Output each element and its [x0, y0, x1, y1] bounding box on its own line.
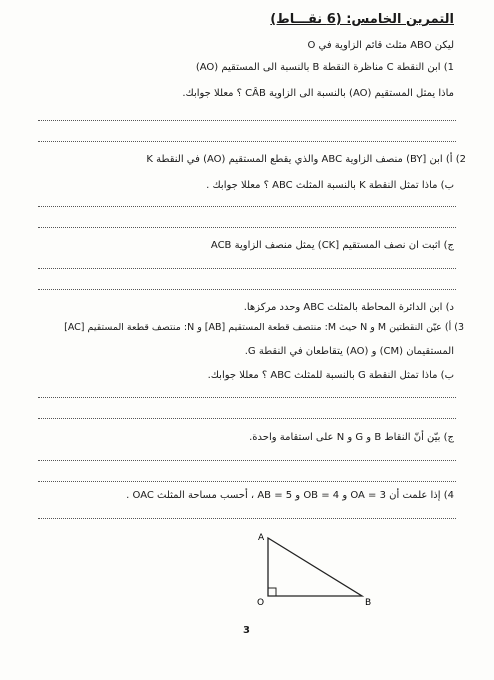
exercise-intro: ليكن ABO مثلث قائم الزاوية في O [307, 40, 454, 51]
question-2d: د) ابن الدائرة المحاطة بالمثلث ABC وحدد مركزها. [243, 302, 454, 313]
answer-line [38, 418, 456, 419]
answer-line [38, 120, 456, 121]
triangle-shape [268, 538, 362, 596]
exercise-title: التمرين الخامس: (6 نقـــاط) [270, 12, 454, 27]
question-3c: ج) بيّن أنّ النقاط B و G و N على استقامة واحدة. [249, 432, 454, 443]
answer-line [38, 227, 456, 228]
question-1: 1) ابن النقطة C مناظرة النقطة B بالنسبة الى المستقيم (AO) [195, 62, 454, 73]
vertex-label-b: B [365, 598, 372, 608]
question-1-sub: ماذا يمثل المستقيم (AO) بالنسبة الى الزاوية CÂB ؟ معللا جوابك. [182, 88, 454, 99]
page-number: 3 [243, 625, 250, 636]
vertex-label-a: A [258, 533, 265, 543]
question-3a: 3) أ) عيّن النقطتين M و N حيث M: منتصف قطعة المستقيم [AB] و N: منتصف قطعة المستقيم [AC] [64, 322, 464, 333]
question-2a: 2) أ) ابن [BY) منصف الزاوية ABC والذي يقطع المستقيم (AO) في النقطة K [146, 154, 466, 165]
question-3a-cont: المستقيمان (CM) و (AO) يتقاطعان في النقطة G. [244, 346, 454, 357]
answer-line [38, 289, 456, 290]
answer-line [38, 141, 456, 142]
answer-line [38, 397, 456, 398]
answer-line [38, 268, 456, 269]
right-angle-mark [268, 588, 276, 596]
question-4: 4) إذا علمت أن OA = 3 و OB = 4 و AB = 5 ، أحسب مساحة المثلث OAC . [126, 490, 454, 501]
question-2b: ب) ماذا تمثل النقطة K بالنسبة المثلث ABC ؟ معللا جوابك . [206, 180, 454, 191]
question-3b: ب) ماذا تمثل النقطة G بالنسبة للمثلث ABC ؟ معللا جوابك. [207, 370, 454, 381]
answer-line [38, 481, 456, 482]
answer-line [38, 518, 456, 519]
answer-line [38, 460, 456, 461]
vertex-label-o: O [257, 598, 265, 608]
right-triangle-figure [250, 530, 380, 610]
question-2c: ج) اثبت ان نصف المستقيم [CK) يمثل منصف الزاوية ACB [210, 240, 454, 251]
answer-line [38, 206, 456, 207]
